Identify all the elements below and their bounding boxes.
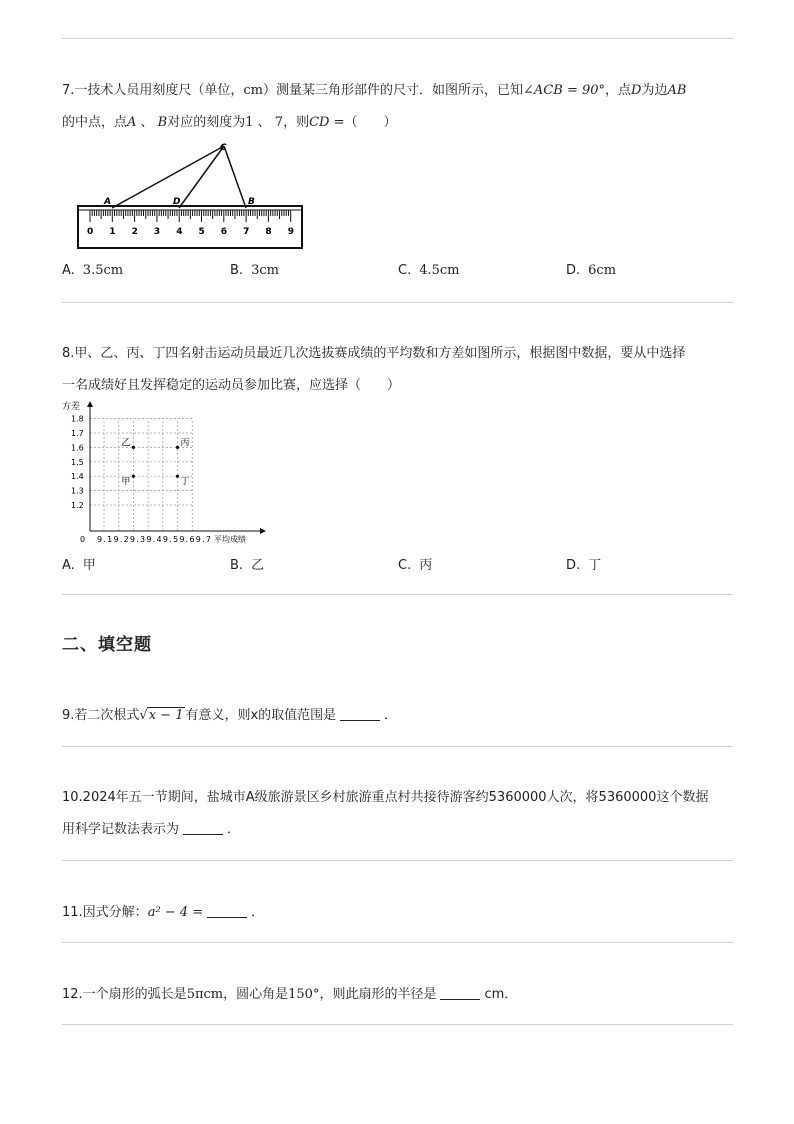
q12-text: 12.一个扇形的弧长是: [62, 987, 187, 1002]
q7-text: 7.一技术人员用刻度尺（单位，: [62, 83, 244, 98]
q7-text: ，则: [283, 115, 310, 130]
q8-option-d[interactable]: [566, 554, 601, 573]
separator: [62, 746, 733, 747]
ruler-tick-label: 2: [131, 227, 138, 237]
chart-point: [132, 446, 135, 449]
origin-label: 0: [80, 535, 86, 544]
option-label: D.: [566, 263, 581, 278]
y-tick-label: 1.4: [71, 472, 84, 482]
q12-arc: 5πcm: [186, 987, 224, 1002]
segment-bc: [224, 146, 246, 208]
point-label: 乙: [121, 438, 131, 449]
ruler-tick-label: 5: [198, 227, 205, 237]
y-tick-label: 1.6: [71, 443, 84, 453]
q10-line1: 10.2024年五一节期间，盐城市A级旅游景区乡村旅游重点村共接待游客约5360000人次，将5360000这个数据: [62, 790, 709, 805]
point-label: 丙: [180, 438, 190, 449]
option-text: 3.5cm: [82, 263, 124, 278]
section-title: 二、填空题: [62, 635, 152, 655]
option-label: C.: [398, 558, 412, 573]
sqrt-sign: √: [139, 708, 148, 723]
q7-cd-expr: CD =: [309, 115, 345, 130]
q9-end: ．: [384, 708, 398, 723]
ruler-tick-label: 9: [287, 227, 294, 237]
chart-point: [176, 475, 179, 478]
q8-line2: 一名成绩好且发挥稳定的运动员参加比赛，应选择（ ）: [62, 378, 401, 393]
q8-option-a[interactable]: [62, 554, 96, 573]
y-tick-label: 1.8: [71, 414, 84, 424]
q7-option-b[interactable]: [230, 263, 279, 278]
q8-scatter-chart: [60, 398, 270, 546]
segment-dc: [179, 146, 224, 208]
option-label: C.: [398, 263, 412, 278]
q11-line: [62, 905, 264, 921]
option-text: 3cm: [251, 263, 279, 278]
y-tick-label: 1.5: [71, 457, 84, 467]
label-a: A: [104, 197, 111, 207]
answer-blank[interactable]: [340, 708, 380, 721]
ruler-tick-label: 7: [243, 227, 250, 237]
q10-end: ．: [227, 822, 241, 837]
q7-seg-ab: AB: [667, 83, 687, 98]
q7-option-a[interactable]: [62, 263, 123, 278]
q7-text: ，点: [605, 83, 632, 98]
q9-line: [62, 707, 397, 724]
q7-angle-expr: ∠ACB = 90°: [523, 83, 606, 98]
q7-values: 1 、 7: [245, 115, 284, 130]
q7-option-d[interactable]: [566, 263, 616, 278]
q12-text: ，则此扇形的半径是: [319, 987, 437, 1002]
y-tick-label: 1.3: [71, 486, 84, 496]
q9-text: 9.若二次根式: [62, 708, 140, 723]
q7-unit: cm: [243, 83, 264, 98]
separator: [62, 860, 733, 861]
q11-text: 11.因式分解：: [62, 905, 148, 920]
option-label: B.: [230, 263, 244, 278]
chart-point: [132, 475, 135, 478]
q7-text: ）测量某三角形部件的尺寸．如图所示，已知: [263, 83, 524, 98]
answer-blank[interactable]: [440, 987, 480, 1000]
separator: [62, 942, 733, 943]
separator-top: [62, 38, 733, 39]
y-axis-label: 方差: [62, 402, 81, 412]
segment-ac: [112, 146, 224, 208]
q9-radicand: x − 1: [148, 708, 184, 723]
q7-text: 的中点，点: [62, 115, 128, 130]
ruler-tick-label: 8: [265, 227, 272, 237]
y-tick-label: 1.7: [71, 429, 84, 438]
q7-point-a: A: [127, 115, 137, 130]
point-label: 甲: [121, 477, 131, 488]
q7-text: 、: [136, 115, 158, 130]
option-text: 6cm: [588, 263, 617, 278]
q10-text: 用科学记数法表示为: [62, 822, 180, 837]
ruler-labels: [87, 227, 294, 237]
separator: [62, 594, 733, 595]
q7-option-c[interactable]: [398, 263, 460, 278]
q12-angle: 150°: [288, 987, 320, 1002]
separator: [62, 1024, 733, 1025]
answer-blank[interactable]: [183, 822, 223, 835]
ruler-tick-label: 6: [220, 227, 228, 237]
x-axis-label: 平均成绩: [214, 535, 246, 544]
option-label: D.: [566, 558, 581, 573]
q7-ruler-figure: [74, 138, 306, 254]
option-text: 4.5cm: [419, 263, 460, 278]
option-label: B.: [230, 558, 244, 573]
label-d: D: [173, 197, 181, 207]
q7-text: 为边: [641, 83, 668, 98]
q8-option-c[interactable]: [398, 554, 432, 573]
separator: [62, 302, 733, 303]
ruler-ticks: [90, 210, 291, 222]
q7-paren: （ ）: [344, 115, 397, 130]
q7-point-b: B: [157, 115, 168, 130]
x-tick-labels: 9.19.29.39.49.59.69.7: [97, 535, 211, 544]
q11-expr: a² − 4 =: [147, 905, 204, 920]
chart-points: [121, 437, 189, 487]
q7-line2: [62, 115, 397, 131]
q12-end: cm．: [484, 987, 518, 1002]
ruler-tick-label: 3: [153, 227, 161, 237]
point-label: 丁: [180, 477, 190, 488]
q8-line1: 8.甲、乙、丙、丁四名射击运动员最近几次选拔赛成绩的平均数和方差如图所示，根据图中数据，要从中选择: [62, 346, 686, 361]
answer-blank[interactable]: [207, 905, 247, 918]
q7-point-d: D: [631, 83, 642, 98]
option-text: 甲: [82, 558, 96, 573]
q12-line: [62, 987, 517, 1003]
label-c: C: [220, 143, 227, 153]
q7-text: 对应的刻度为: [167, 115, 246, 130]
q7-line1: [62, 83, 686, 99]
ruler-tick-label: 0: [87, 227, 94, 237]
option-label: A.: [62, 558, 75, 573]
option-text: 丁: [588, 558, 602, 573]
q8-option-b[interactable]: [230, 554, 264, 573]
option-label: A.: [62, 263, 75, 278]
option-text: 乙: [251, 558, 265, 573]
q11-end: ．: [251, 905, 265, 920]
ruler-tick-label: 4: [176, 227, 183, 237]
q9-text: 有意义，则x的取值范围是: [185, 708, 337, 723]
ruler-tick-label: 1: [109, 227, 116, 237]
label-b: B: [248, 197, 255, 207]
y-tick-labels: [71, 415, 84, 510]
q12-text: ，圆心角是: [223, 987, 289, 1002]
option-text: 丙: [419, 558, 433, 573]
chart-point: [176, 446, 179, 449]
y-tick-label: 1.2: [71, 501, 84, 510]
q10-line2: [62, 822, 240, 838]
